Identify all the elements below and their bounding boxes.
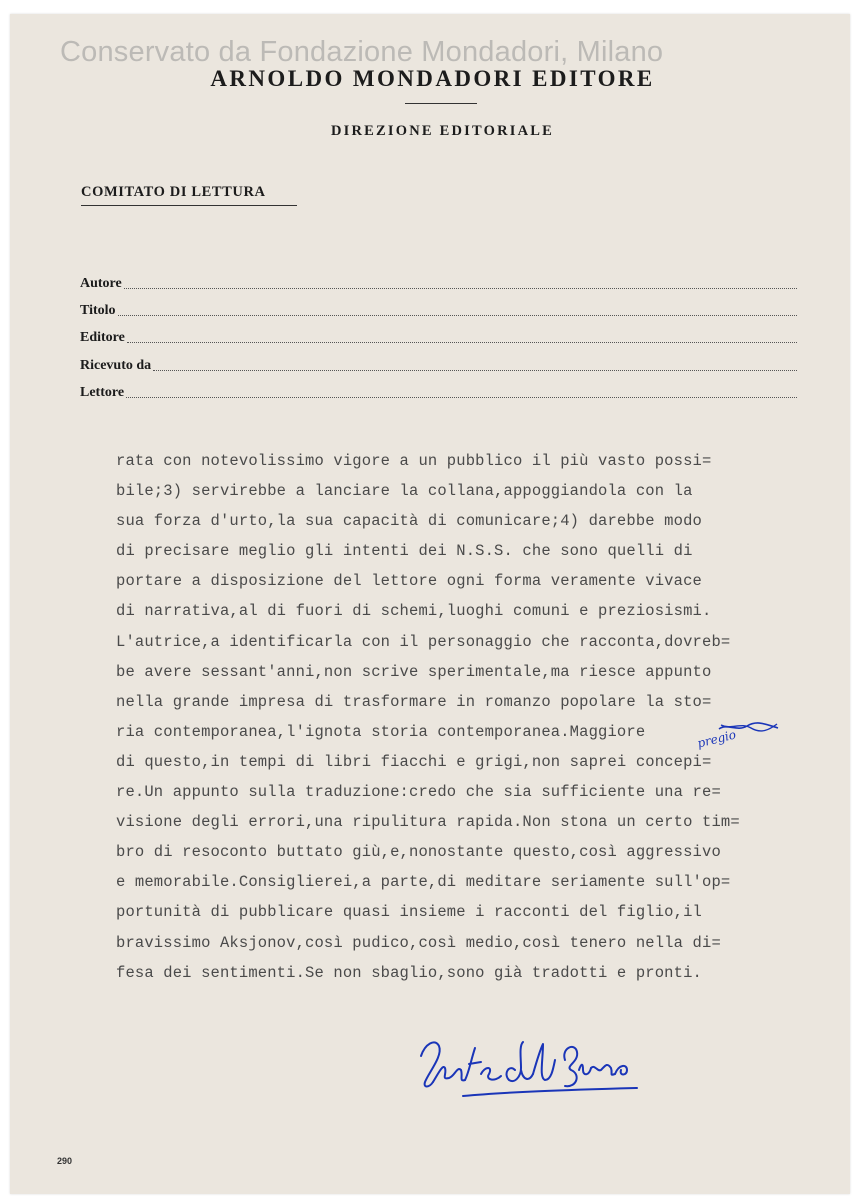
handwritten-signature bbox=[415, 1030, 645, 1120]
report-line: di precisare meglio gli intenti dei N.S.S. che sono quelli di bbox=[116, 542, 693, 561]
report-line: e memorabile.Consiglierei,a parte,di meditare seriamente sull'op= bbox=[116, 873, 731, 892]
handwritten-correction: pregio bbox=[695, 727, 738, 751]
field-dotted-line bbox=[126, 396, 797, 398]
committee-heading: COMITATO DI LETTURA bbox=[81, 184, 266, 200]
committee-underline bbox=[81, 205, 297, 206]
report-line: re.Un appunto sulla traduzione:credo che sia sufficiente una re= bbox=[116, 783, 721, 802]
report-line: di questo,in tempi di libri fiacchi e grigi,non saprei concepi= bbox=[116, 752, 712, 771]
archive-watermark: Conservato da Fondazione Mondadori, Milano bbox=[60, 36, 664, 68]
field-dotted-line bbox=[124, 287, 797, 289]
report-line: visione degli errori,una ripulitura rapida.Non stona un certo tim= bbox=[116, 813, 740, 832]
field-label: Editore bbox=[80, 330, 125, 345]
field-dotted-line bbox=[127, 341, 797, 343]
report-line: di narrativa,al di fuori di schemi,luoghi comuni e preziosismi. bbox=[116, 602, 712, 621]
report-line: rata con notevolissimo vigore a un pubblico il più vasto possi= bbox=[116, 452, 712, 470]
report-line: portare a disposizione del lettore ogni forma veramente vivace bbox=[116, 572, 702, 591]
field-label: Ricevuto da bbox=[80, 358, 152, 373]
typewritten-report bbox=[116, 446, 796, 988]
report-line: fesa dei sentimenti.Se non sbaglio,sono già tradotti e pronti. bbox=[116, 963, 702, 982]
report-line: L'autrice,a identificarla con il personaggio che racconta,dovreb= bbox=[116, 632, 731, 651]
field-lettore bbox=[80, 385, 797, 401]
field-label: Titolo bbox=[80, 303, 116, 318]
page-number: 290 bbox=[57, 1156, 73, 1166]
field-titolo bbox=[80, 303, 797, 319]
field-dotted-line bbox=[118, 314, 797, 316]
report-line: bravissimo Aksjonov,così pudico,così medio,così tenero nella di= bbox=[116, 933, 721, 952]
field-label: Autore bbox=[80, 276, 122, 291]
publisher-heading: ARNOLDO MONDADORI EDITORE bbox=[210, 66, 655, 91]
department-heading: DIREZIONE EDITORIALE bbox=[330, 123, 555, 139]
report-line: bro di resoconto buttato giù,e,nonostante questo,così aggressivo bbox=[116, 843, 721, 862]
field-autore bbox=[80, 276, 797, 292]
report-line: portunità di pubblicare quasi insieme i racconti del figlio,il bbox=[116, 903, 702, 922]
field-label: Lettore bbox=[80, 385, 125, 400]
report-line: be avere sessant'anni,non scrive sperimentale,ma riesce appunto bbox=[116, 662, 712, 681]
field-dotted-line bbox=[153, 369, 797, 371]
report-line: bile;3) servirebbe a lanciare la collana,appoggiandola con la bbox=[116, 482, 693, 501]
field-editore bbox=[80, 330, 797, 346]
report-line: nella grande impresa di trasformare in romanzo popolare la sto= bbox=[116, 692, 712, 711]
heading-divider bbox=[405, 103, 477, 104]
field-ricevuto-da bbox=[80, 358, 797, 374]
report-line: sua forza d'urto,la sua capacità di comunicare;4) darebbe modo bbox=[116, 512, 702, 531]
report-line: ria contemporanea,l'ignota storia contemporanea.Maggiore bbox=[116, 722, 646, 741]
